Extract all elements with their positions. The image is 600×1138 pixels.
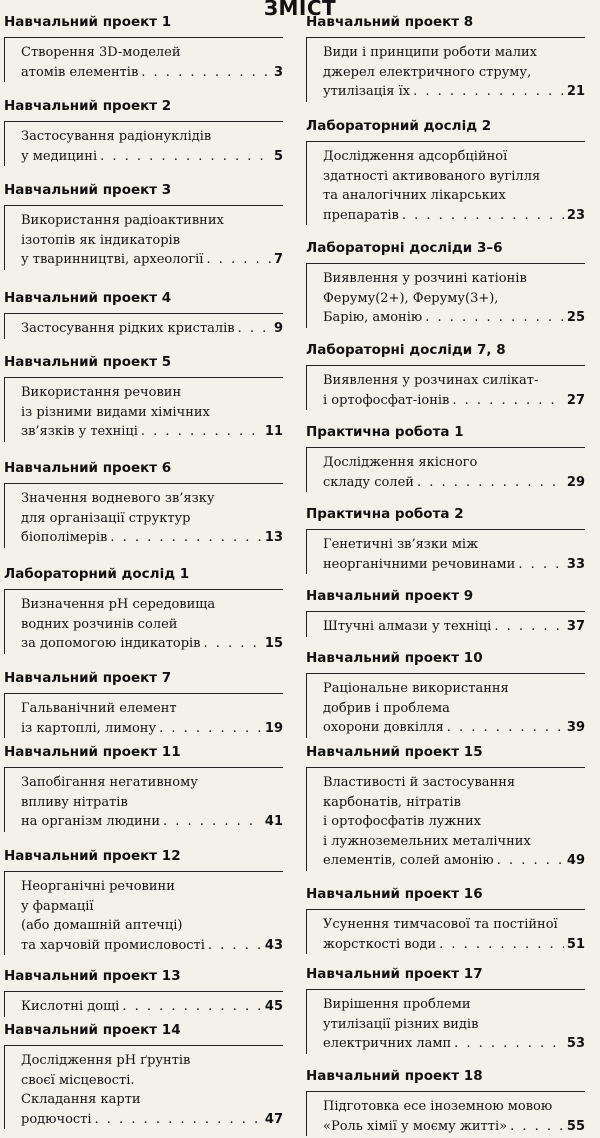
toc-entry-line: Значення водневого зв’язку <box>21 491 215 506</box>
toc-entry-line: елементів, солей амонію <box>323 853 494 868</box>
dot-leader <box>122 997 262 1017</box>
toc-entry-line: і ортофосфат-іонів <box>323 392 450 408</box>
toc-entry <box>4 14 294 82</box>
toc-entry-line: Дослідження якісного <box>323 455 478 470</box>
page-number: 27 <box>566 392 585 408</box>
dot-leader <box>494 617 564 637</box>
toc-entry-body <box>4 767 283 832</box>
toc-entry-last-line <box>21 422 283 442</box>
toc-entry-last-line <box>323 391 585 411</box>
toc-entry-line: «Роль хімії у моєму житті» <box>323 1118 508 1134</box>
toc-entry-body <box>306 141 585 225</box>
toc-entry-line: електричних ламп <box>323 1036 452 1051</box>
toc-entry-line: складу солей <box>323 474 414 490</box>
toc-entry <box>306 506 596 574</box>
toc-entry-last-line <box>21 719 283 739</box>
toc-entry-line: Підготовка есе іноземною мовою <box>323 1099 553 1114</box>
toc-entry-heading: Лабораторний дослід 1 <box>4 566 190 582</box>
toc-entry-heading: Лабораторні досліди 7, 8 <box>306 342 506 358</box>
page-number: 55 <box>566 1118 585 1134</box>
toc-entry-last-line <box>323 473 585 493</box>
toc-entry-line: джерел електричного струму, <box>323 64 532 80</box>
dot-leader <box>206 250 271 270</box>
toc-entry-body <box>306 767 585 871</box>
toc-entry-line: у фармації <box>21 898 94 914</box>
toc-entry <box>4 290 294 339</box>
toc-entry-last-line <box>323 718 585 738</box>
toc-entry-line: Запобігання негативному <box>21 775 198 790</box>
toc-entry <box>306 966 596 1054</box>
toc-entry-line: і ортофосфатів лужних <box>323 814 481 829</box>
page-number: 39 <box>566 720 585 735</box>
toc-entry-line: Визначення pH середовища <box>21 597 216 612</box>
toc-entry-line: Раціональне використання <box>323 681 509 696</box>
toc-entry-body <box>4 1045 283 1129</box>
toc-entry-line: (або домашній аптечці) <box>21 918 183 933</box>
toc-entry-line: Дослідження pH ґрунтів <box>21 1053 191 1068</box>
dot-leader <box>425 308 564 328</box>
toc-entry-last-line <box>21 63 283 83</box>
toc-entry-line: Барію, амонію <box>323 310 423 325</box>
toc-entry-last-line <box>323 555 585 575</box>
toc-entry-body <box>306 989 585 1054</box>
toc-entry-line: Види і принципи роботи малих <box>323 45 538 60</box>
toc-entry-heading: Навчальний проект 8 <box>306 14 474 30</box>
toc-entry-line: Виявлення у розчині катіонів <box>323 271 527 286</box>
toc-entry-last-line <box>21 319 283 339</box>
dot-leader <box>238 319 271 339</box>
toc-entry <box>4 460 294 548</box>
toc-entry-line: за допомогою індикаторів <box>21 636 201 651</box>
toc-entry-line: атомів елементів <box>21 64 139 80</box>
toc-entry-line: біополімерів <box>21 530 108 545</box>
toc-entry-body <box>4 377 283 442</box>
toc-entry-body <box>306 909 585 954</box>
toc-entry-heading: Навчальний проект 7 <box>4 670 172 686</box>
toc-entry-line: Феруму(2+), Феруму(3+), <box>323 290 499 306</box>
toc-entry-line: Застосування радіонуклідів <box>21 129 212 144</box>
toc-entry-heading: Навчальний проект 15 <box>306 744 483 760</box>
dot-leader <box>95 1110 262 1130</box>
dot-leader <box>100 147 271 167</box>
toc-entry-line: охорони довкілля <box>323 720 444 735</box>
toc-entry-heading: Навчальний проект 13 <box>4 968 181 984</box>
toc-entry <box>306 342 596 410</box>
toc-entry-body <box>4 871 283 955</box>
page-number: 9 <box>273 321 283 336</box>
toc-entry-line: Застосування рідких кристалів <box>21 321 235 336</box>
page-number: 11 <box>264 424 283 439</box>
page-number: 13 <box>264 530 283 545</box>
toc-entry <box>306 118 596 225</box>
toc-entry-heading: Практична робота 1 <box>306 424 464 440</box>
toc-entry-line: жорсткості води <box>323 936 437 952</box>
toc-entry <box>306 1068 596 1136</box>
toc-entry-heading: Навчальний проект 2 <box>4 98 172 114</box>
dot-leader <box>510 1117 564 1137</box>
toc-entry-heading: Навчальний проект 17 <box>306 966 483 982</box>
dot-leader <box>439 935 564 955</box>
dot-leader <box>413 82 564 102</box>
toc-entry-last-line <box>323 935 585 955</box>
toc-entry-last-line <box>21 812 283 832</box>
toc-entry-line: Складання карти <box>21 1092 141 1107</box>
toc-entry-line: Дослідження адсорбційної <box>323 149 508 164</box>
toc-entry-line: неорганічними речовинами <box>323 556 516 572</box>
toc-entry <box>4 182 294 270</box>
toc-entry-body <box>306 673 585 738</box>
toc-entry-line: Властивості й застосування <box>323 775 516 790</box>
toc-entry-line: із картоплі, лимону <box>21 720 157 736</box>
toc-entry-heading: Навчальний проект 16 <box>306 886 483 902</box>
page-number: 43 <box>264 937 283 953</box>
page-number: 15 <box>264 636 283 651</box>
page-number: 25 <box>566 310 585 325</box>
toc-entry-body <box>4 37 283 82</box>
toc-entry-heading: Навчальний проект 9 <box>306 588 474 604</box>
toc-entry-last-line <box>21 147 283 167</box>
toc-entry-line: зв’язків у техніці <box>21 424 138 439</box>
toc-entry <box>4 744 294 832</box>
toc-entry-last-line <box>21 250 283 270</box>
toc-entry-heading: Навчальний проект 4 <box>4 290 172 306</box>
toc-entry-line: Гальванічний елемент <box>21 701 177 716</box>
page-number: 51 <box>566 936 585 952</box>
toc-entry <box>4 848 294 955</box>
toc-entry-line: із різними видами хімічних <box>21 404 210 420</box>
page-number: 7 <box>273 252 283 267</box>
toc-entry-line: впливу нітратів <box>21 794 128 810</box>
toc-entry <box>4 968 294 1017</box>
toc-entry <box>4 1022 294 1129</box>
page-number: 53 <box>566 1036 585 1051</box>
toc-entry-body <box>306 447 585 492</box>
toc-entry-body <box>306 529 585 574</box>
toc-entry <box>306 588 596 637</box>
toc-entry-line: водних розчинів солей <box>21 616 178 632</box>
toc-entry-line: Вирішення проблеми <box>323 997 471 1012</box>
toc-entry-line: Кислотні дощі <box>21 999 120 1014</box>
toc-entry-last-line <box>21 528 283 548</box>
toc-entry-line: ізотопів як індикаторів <box>21 232 181 248</box>
toc-entry-last-line <box>323 851 585 871</box>
toc-entry-heading: Лабораторні досліди 3–6 <box>306 240 503 256</box>
toc-entry-body <box>306 611 585 637</box>
dot-leader <box>417 473 564 493</box>
toc-entry <box>4 670 294 738</box>
toc-entry-line: здатності активованого вугілля <box>323 168 541 184</box>
dot-leader <box>159 719 262 739</box>
toc-entry-heading: Практична робота 2 <box>306 506 464 522</box>
dot-leader <box>518 555 564 575</box>
dot-leader <box>110 528 262 548</box>
toc-entry-heading: Навчальний проект 6 <box>4 460 172 476</box>
toc-entry-last-line <box>21 634 283 654</box>
toc-entry-line: Неорганічні речовини <box>21 879 175 894</box>
toc-entry <box>306 14 596 102</box>
toc-entry-line: Використання радіоактивних <box>21 213 224 228</box>
toc-entry-line: своєї місцевості. <box>21 1072 135 1088</box>
page-number: 19 <box>264 720 283 736</box>
toc-entry-last-line <box>323 82 585 102</box>
page-number: 21 <box>566 84 585 99</box>
toc-entry-line: та харчовій промисловості <box>21 937 205 953</box>
toc-entry <box>4 98 294 166</box>
toc-entry-body <box>4 693 283 738</box>
toc-entry-line: у тваринництві, археології <box>21 252 204 267</box>
toc-entry-body <box>4 991 283 1017</box>
page-number: 23 <box>566 207 585 223</box>
dot-leader <box>141 422 262 442</box>
page-number: 49 <box>566 853 585 868</box>
toc-entry-line: Штучні алмази у техніці <box>323 619 492 634</box>
toc-entry <box>4 354 294 442</box>
dot-leader <box>208 936 262 956</box>
dot-leader <box>452 391 564 411</box>
toc-entry-body <box>4 205 283 270</box>
toc-entry-heading: Навчальний проект 14 <box>4 1022 181 1038</box>
toc-entry-last-line <box>21 1110 283 1130</box>
page-title: ЗМІСТ <box>263 0 337 20</box>
dot-leader <box>141 63 271 83</box>
dot-leader <box>163 812 262 832</box>
toc-entry-heading: Навчальний проект 5 <box>4 354 172 370</box>
toc-entry <box>306 240 596 328</box>
toc-entry-heading: Навчальний проект 12 <box>4 848 181 864</box>
toc-entry-line: утилізація їх <box>323 84 411 99</box>
toc-entry-heading: Навчальний проект 11 <box>4 744 181 760</box>
dot-leader <box>497 851 564 871</box>
page-number: 5 <box>273 148 283 164</box>
toc-entry-line: препаратів <box>323 207 399 223</box>
dot-leader <box>454 1034 564 1054</box>
toc-entry-line: Виявлення у розчинах силікат- <box>323 373 539 388</box>
toc-entry-line: у медицині <box>21 148 98 164</box>
toc-entry-body <box>306 365 585 410</box>
toc-entry-last-line <box>323 308 585 328</box>
page-number: 3 <box>273 64 283 80</box>
toc-entry-last-line <box>323 206 585 226</box>
toc-entry-line: Генетичні зв’язки між <box>323 537 479 552</box>
toc-entry-line: на організм людини <box>21 814 160 829</box>
toc-entry-last-line <box>323 1117 585 1137</box>
toc-entry-body <box>4 121 283 166</box>
toc-entry-line: Використання речовин <box>21 385 182 400</box>
page-number: 41 <box>264 814 283 829</box>
toc-entry-line: добрив і проблема <box>323 700 450 716</box>
toc-entry-body <box>4 589 283 654</box>
toc-entry-heading: Навчальний проект 10 <box>306 650 483 666</box>
page-number: 37 <box>566 619 585 634</box>
toc-entry <box>306 650 596 738</box>
toc-entry-body <box>4 313 283 339</box>
toc-entry-line: для організації структур <box>21 510 191 526</box>
toc-entry-heading: Навчальний проект 18 <box>306 1068 483 1084</box>
dot-leader <box>402 206 564 226</box>
toc-entry-last-line <box>21 997 283 1017</box>
page-number: 47 <box>264 1111 283 1127</box>
toc-entry-line: та аналогічних лікарських <box>323 188 506 203</box>
dot-leader <box>447 718 564 738</box>
toc-entry-last-line <box>21 936 283 956</box>
toc-entry-last-line <box>323 1034 585 1054</box>
toc-entry-body <box>306 263 585 328</box>
toc-entry-heading: Лабораторний дослід 2 <box>306 118 492 134</box>
page-number: 33 <box>566 556 585 572</box>
toc-entry-line: утилізації різних видів <box>323 1016 479 1032</box>
toc-entry-heading: Навчальний проект 1 <box>4 14 172 30</box>
toc-entry <box>306 886 596 954</box>
toc-entry-line: і лужноземельних металічних <box>323 833 531 849</box>
dot-leader <box>204 634 262 654</box>
toc-entry-body <box>306 37 585 102</box>
toc-entry-last-line <box>323 617 585 637</box>
toc-entry <box>306 744 596 871</box>
toc-entry-line: Створення 3D-моделей <box>21 45 181 60</box>
toc-entry-body <box>4 483 283 548</box>
toc-entry-body <box>306 1091 585 1136</box>
toc-entry-line: родючості <box>21 1111 92 1127</box>
toc-entry <box>4 566 294 654</box>
toc-entry-line: карбонатів, нітратів <box>323 794 461 810</box>
page-number: 45 <box>264 999 283 1014</box>
page-number: 29 <box>566 474 585 490</box>
toc-entry <box>306 424 596 492</box>
toc-entry-line: Усунення тимчасової та постійної <box>323 917 558 932</box>
toc-entry-heading: Навчальний проект 3 <box>4 182 172 198</box>
